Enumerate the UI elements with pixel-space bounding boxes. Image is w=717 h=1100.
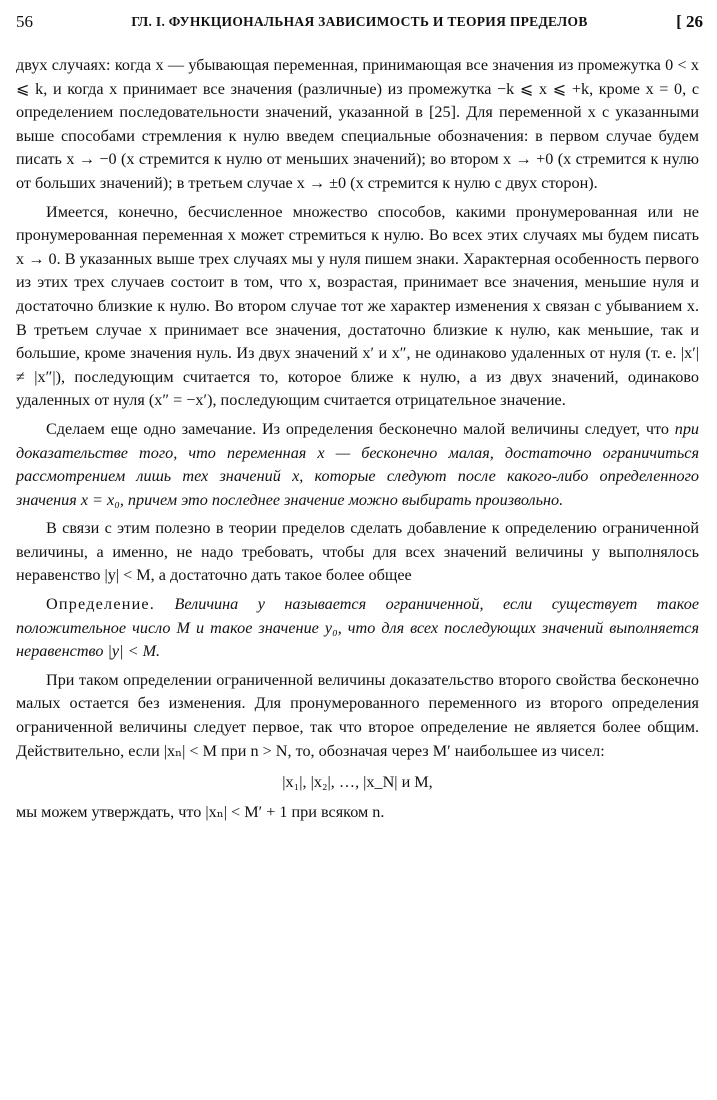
section-marker: [ 26: [676, 12, 703, 31]
page-header: [16, 12, 703, 38]
paragraph-3-emphasis: при доказательстве того, что переменная x — бесконечно малая, достаточно ограничиться рассмотрением лишь тех значений x, которые следуют после какого-либо определенного значения x = x₀, причем это последнее значение можно выбирать произвольно.: [16, 419, 699, 509]
running-title: ГЛ. I. ФУНКЦИОНАЛЬНАЯ ЗАВИСИМОСТЬ И ТЕОРИЯ ПРЕДЕЛОВ: [131, 14, 588, 29]
page-body: [16, 54, 699, 824]
definition: [16, 593, 699, 664]
paragraph-6: При таком определении ограниченной величины доказательство второго свойства бесконечно малых остается без изменения. Для пронумерованного переменного из второго определения ограниченной величины следует первое, так что второе определение не является более общим. Действительно, если |xₙ| < M при n > N, то, обозначая через M′ наибольшее из чисел:: [16, 670, 699, 760]
definition-label: Определение.: [46, 595, 156, 614]
paragraph-7: мы можем утверждать, что |xₙ| < M′ + 1 при всяком n.: [16, 802, 385, 821]
paragraph-2: Имеется, конечно, бесчисленное множество способов, какими пронумерованная или не пронумерованная переменная x может стремиться к нулю. Во всех этих случаях мы будем писать x → 0. В указанных выше трех случаях мы у нуля пишем знаки. Характерная особенность первого из этих трех случаев состоит в том, что x, возрастая, принимает все значения, меньшие нуля и достаточно близкие к нулю. Во втором случае тот же характер изменения x связан с убыванием x. В третьем случае x принимает все значения, достаточно близкие к нулю, как меньшие, так и большие, кроме значения нуль. Из двух значений x′ и x″, не одинаково удаленных от нуля (т. е. |x′| ≠ |x″|), последующим считается то, которое ближе к нулю, а из двух значений, одинаково удаленных от нуля (x″ = −x′), последующим считается отрицательное значение.: [16, 202, 699, 410]
paragraph-4: В связи с этим полезно в теории пределов сделать добавление к определению ограниченной величины, а именно, не надо требовать, чтобы для всех значений величины y выполнялось неравенство |y| < M, а достаточно дать такое более общее: [16, 519, 699, 585]
paragraph-3-text: Сделаем еще одно замечание. Из определения бесконечно малой величины следует, что: [46, 419, 669, 438]
display-formula: |x₁|, |x₂|, …, |x_N| и M,: [282, 773, 433, 792]
definition-text: Величина y называется ограниченной, если существует такое положительное число M и такое значение y₀, что для всех последующих значений выполняется неравенство |y| < M.: [16, 595, 699, 661]
page-number: 56: [16, 12, 33, 31]
paragraph-1: двух случаях: когда x — убывающая переменная, принимающая все значения из промежутка 0 < x ⩽ k, и когда x принимает все значения (различные) из промежутка −k ⩽ x ⩽ +k, кроме x = 0, с определением последовательности значений, указанной в [25]. Для переменной x с указанными выше способами стремления к нулю введем специальные обозначения: в первом случае будем писать x → −0 (x стремится к нулю от меньших значений); во втором x → +0 (x стремится к нулю от больших значений); в третьем случае x → ±0 (x стремится к нулю с двух сторон).: [16, 56, 699, 192]
paragraph-3: [16, 418, 699, 512]
